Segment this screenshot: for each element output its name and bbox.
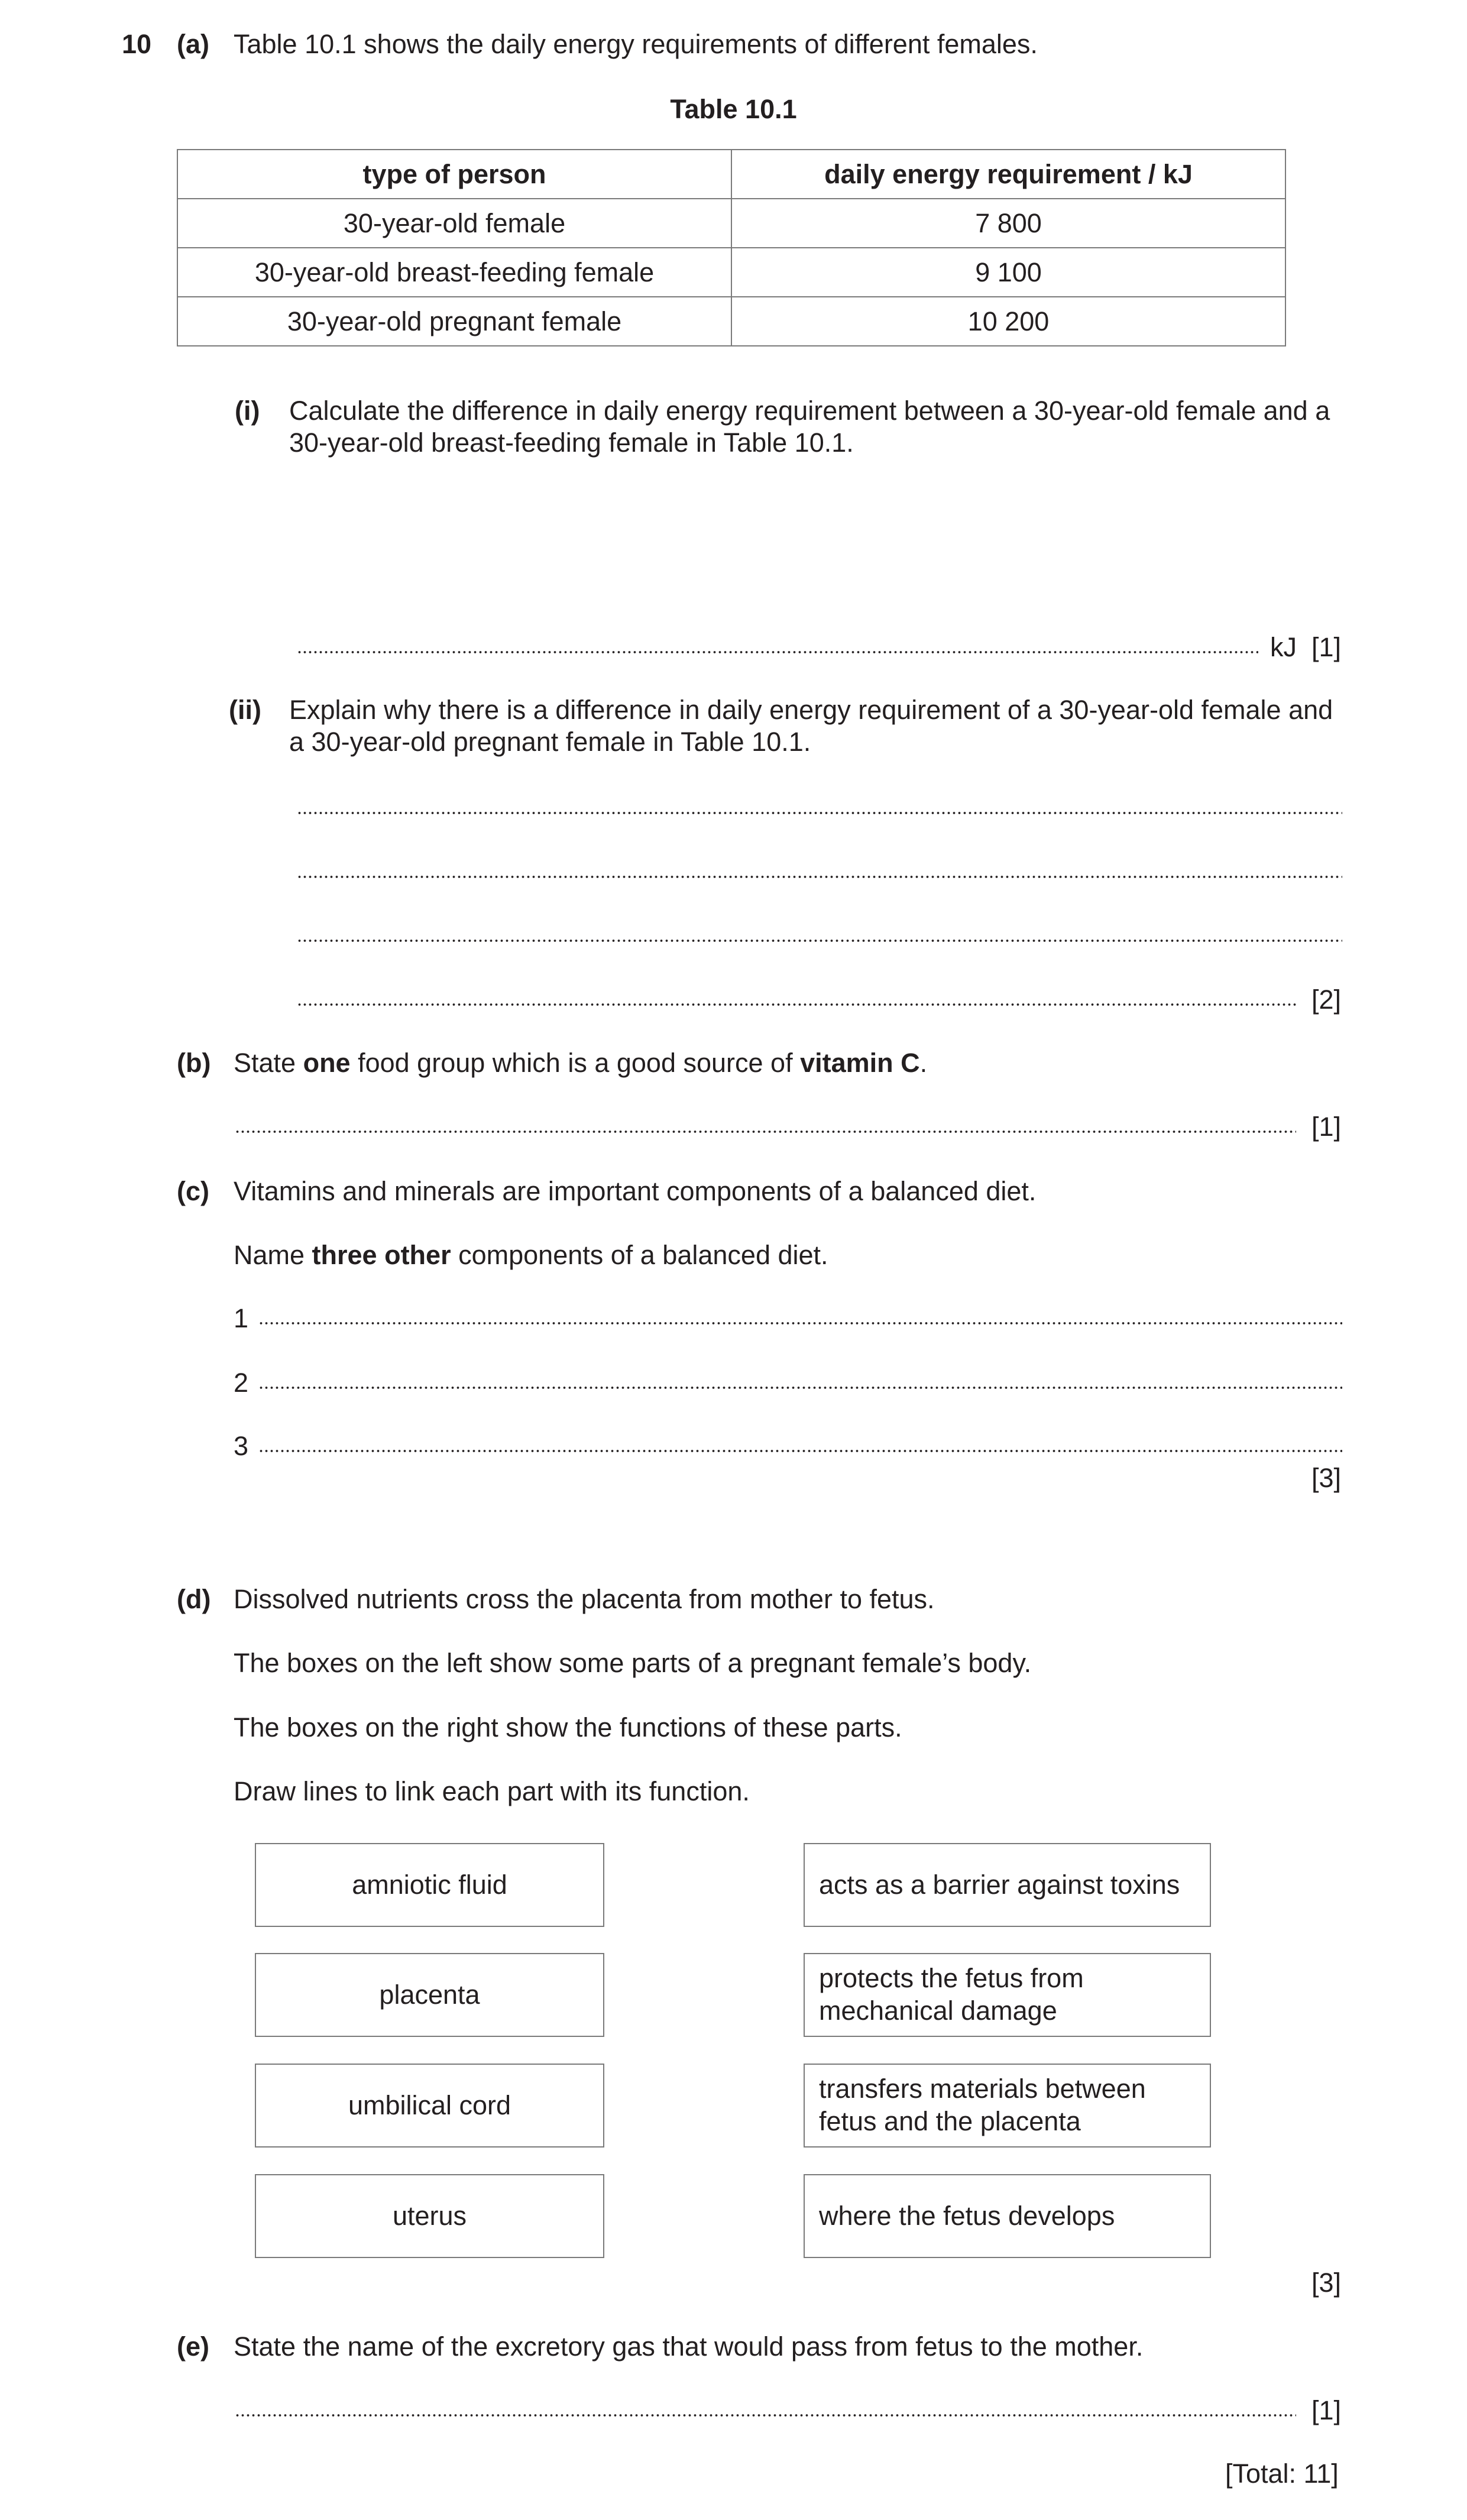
answer-line-c-3[interactable] bbox=[258, 1449, 1342, 1453]
function-box-barrier[interactable]: acts as a barrier against toxins bbox=[804, 1843, 1211, 1927]
part-e-marks: [1] bbox=[1311, 2395, 1342, 2425]
function-box-protects[interactable]: protects the fetus from mechanical damage bbox=[804, 1953, 1211, 2037]
part-c-line1: Vitamins and minerals are important components of a balanced diet. bbox=[234, 1176, 1037, 1206]
answer-line-i[interactable] bbox=[297, 650, 1258, 654]
sub-ii-marks: [2] bbox=[1311, 984, 1342, 1015]
sub-i-unit: kJ bbox=[1270, 632, 1297, 662]
part-c-label: (c) bbox=[177, 1176, 209, 1206]
sub-i-line2: 30-year-old breast-feeding female in Table 10.1. bbox=[289, 427, 854, 458]
part-box-amniotic-fluid[interactable]: amniotic fluid bbox=[255, 1843, 604, 1927]
part-box-placenta[interactable]: placenta bbox=[255, 1953, 604, 2037]
table-cell: 30-year-old female bbox=[177, 199, 731, 248]
table-cell: 30-year-old breast-feeding female bbox=[177, 248, 731, 297]
answer-number-2: 2 bbox=[234, 1368, 249, 1398]
part-b-label: (b) bbox=[177, 1048, 211, 1078]
answer-number-3: 3 bbox=[234, 1431, 249, 1461]
question-number: 10 bbox=[122, 29, 152, 59]
part-c-marks: [3] bbox=[1311, 1463, 1342, 1493]
table-cell: 9 100 bbox=[731, 248, 1285, 297]
part-d-marks: [3] bbox=[1311, 2268, 1342, 2298]
table-header-type: type of person bbox=[177, 150, 731, 199]
part-a-label: (a) bbox=[177, 29, 209, 59]
table-row bbox=[177, 297, 1285, 346]
answer-line-b[interactable] bbox=[235, 1130, 1296, 1133]
part-a-intro: Table 10.1 shows the daily energy requirements of different females. bbox=[234, 29, 1038, 59]
answer-line-ii-1[interactable] bbox=[297, 811, 1342, 815]
part-b-text: State one food group which is a good source of vitamin C. bbox=[234, 1048, 928, 1078]
part-e-text: State the name of the excretory gas that would pass from fetus to the mother. bbox=[234, 2331, 1144, 2362]
answer-line-ii-4[interactable] bbox=[297, 1003, 1296, 1006]
answer-line-e[interactable] bbox=[235, 2414, 1296, 2417]
sub-i-line1: Calculate the difference in daily energy requirement between a 30-year-old female and a bbox=[289, 396, 1330, 426]
answer-line-ii-2[interactable] bbox=[297, 875, 1342, 879]
table-header-row bbox=[177, 150, 1285, 199]
sub-ii-line2: a 30-year-old pregnant female in Table 10.1. bbox=[289, 727, 811, 757]
table-caption: Table 10.1 bbox=[670, 94, 797, 124]
part-d-line2: The boxes on the left show some parts of a pregnant female’s body. bbox=[234, 1648, 1032, 1678]
function-box-transfers[interactable]: transfers materials between fetus and the placenta bbox=[804, 2064, 1211, 2147]
answer-number-1: 1 bbox=[234, 1303, 249, 1333]
sub-ii-label: (ii) bbox=[229, 695, 261, 725]
table-cell: 30-year-old pregnant female bbox=[177, 297, 731, 346]
part-e-label: (e) bbox=[177, 2331, 209, 2362]
part-d-line3: The boxes on the right show the functions of these parts. bbox=[234, 1712, 902, 1742]
table-cell: 10 200 bbox=[731, 297, 1285, 346]
answer-line-ii-3[interactable] bbox=[297, 939, 1342, 942]
table-cell: 7 800 bbox=[731, 199, 1285, 248]
part-b-marks: [1] bbox=[1311, 1112, 1342, 1142]
total-marks: [Total: 11] bbox=[1225, 2459, 1339, 2489]
sub-ii-line1: Explain why there is a difference in daily energy requirement of a 30-year-old female and bbox=[289, 695, 1333, 725]
part-d-label: (d) bbox=[177, 1584, 211, 1614]
sub-i-label: (i) bbox=[235, 396, 260, 426]
part-c-line2: Name three other components of a balanced diet. bbox=[234, 1240, 828, 1270]
table-row bbox=[177, 199, 1285, 248]
energy-table bbox=[177, 149, 1286, 346]
sub-i-marks: [1] bbox=[1311, 632, 1342, 662]
table-row bbox=[177, 248, 1285, 297]
part-box-uterus[interactable]: uterus bbox=[255, 2174, 604, 2258]
part-d-line1: Dissolved nutrients cross the placenta from mother to fetus. bbox=[234, 1584, 935, 1614]
table-header-energy: daily energy requirement / kJ bbox=[731, 150, 1285, 199]
part-box-umbilical-cord[interactable]: umbilical cord bbox=[255, 2064, 604, 2147]
answer-line-c-1[interactable] bbox=[258, 1321, 1342, 1325]
answer-line-c-2[interactable] bbox=[258, 1386, 1342, 1389]
function-box-develops[interactable]: where the fetus develops bbox=[804, 2174, 1211, 2258]
part-d-line4: Draw lines to link each part with its function. bbox=[234, 1776, 750, 1806]
